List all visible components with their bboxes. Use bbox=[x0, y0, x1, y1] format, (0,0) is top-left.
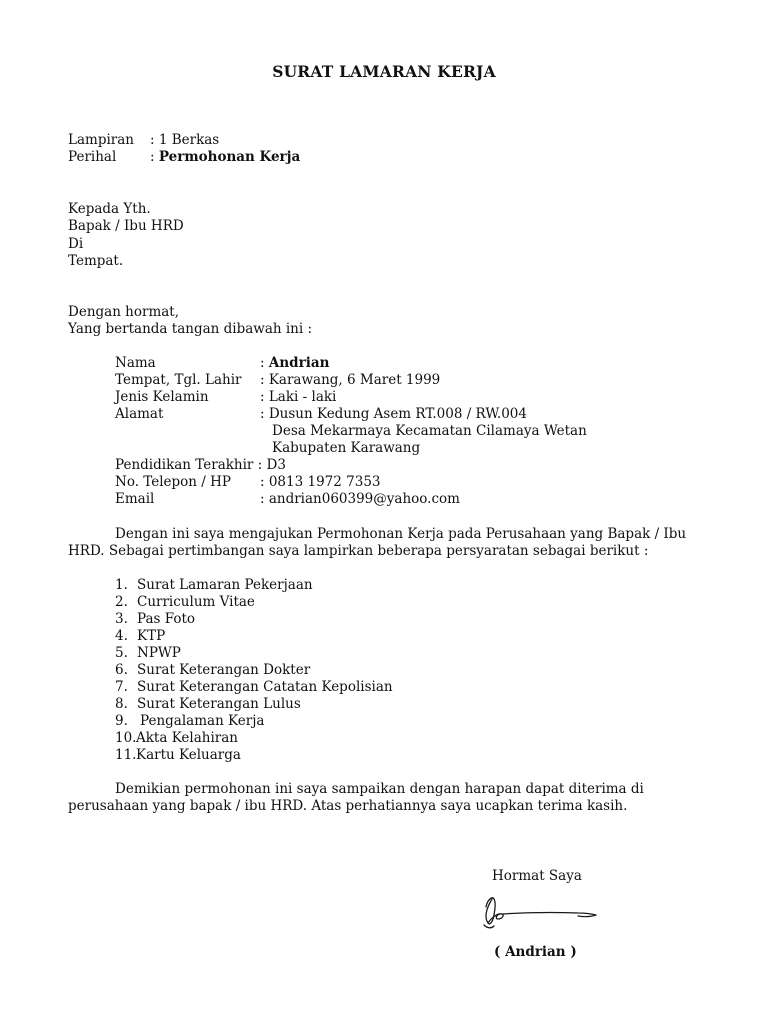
telepon-value: : 0813 1972 7353 bbox=[260, 474, 381, 490]
list-item bbox=[115, 577, 313, 594]
email-label: Email bbox=[115, 491, 155, 507]
intro-line: Yang bertanda tangan dibawah ini : bbox=[68, 321, 313, 337]
list-number: 4. bbox=[115, 628, 128, 644]
list-number: 5. bbox=[115, 645, 128, 661]
nama-label: Nama bbox=[115, 355, 156, 371]
telepon-label: No. Telepon / HP bbox=[115, 474, 231, 490]
list-item bbox=[115, 594, 255, 611]
list-text: Akta Kelahiran bbox=[136, 730, 238, 746]
list-text: Surat Keterangan Catatan Kepolisian bbox=[137, 679, 393, 695]
list-number: 1. bbox=[115, 577, 128, 593]
ttl-label: Tempat, Tgl. Lahir bbox=[115, 372, 242, 388]
list-number: 9. bbox=[115, 713, 128, 729]
closing-line-2: perusahaan yang bapak / ibu HRD. Atas perhatiannya saya ucapkan terima kasih. bbox=[68, 798, 628, 814]
list-text: Pas Foto bbox=[137, 611, 196, 627]
signatory-name: ( Andrian ) bbox=[494, 944, 577, 960]
list-number: 10. bbox=[115, 730, 137, 746]
list-number: 11. bbox=[115, 747, 137, 763]
closing-line-1: Demikian permohonan ini saya sampaikan dengan harapan dapat diterima di bbox=[115, 781, 644, 797]
list-item bbox=[115, 696, 301, 713]
list-number: 8. bbox=[115, 696, 128, 712]
nama-colon: : bbox=[260, 355, 265, 371]
list-item bbox=[115, 730, 238, 747]
nama-row bbox=[260, 355, 329, 372]
gender-label: Jenis Kelamin bbox=[115, 389, 209, 405]
list-text: NPWP bbox=[137, 645, 181, 661]
recipient-line-1: Kepada Yth. bbox=[68, 201, 151, 217]
document-title: SURAT LAMARAN KERJA bbox=[272, 62, 496, 81]
list-item bbox=[115, 628, 165, 645]
list-text: Kartu Keluarga bbox=[136, 747, 241, 763]
pendidikan-line: Pendidikan Terakhir : D3 bbox=[115, 457, 286, 473]
list-text: Pengalaman Kerja bbox=[140, 713, 265, 729]
list-item bbox=[115, 679, 393, 696]
recipient-line-4: Tempat. bbox=[68, 253, 124, 269]
alamat-line-1: : Dusun Kedung Asem RT.008 / RW.004 bbox=[260, 406, 527, 422]
gender-value: : Laki - laki bbox=[260, 389, 337, 405]
alamat-label: Alamat bbox=[115, 406, 164, 422]
list-number: 7. bbox=[115, 679, 128, 695]
handwritten-signature bbox=[478, 895, 602, 935]
list-number: 2. bbox=[115, 594, 128, 610]
list-item bbox=[115, 713, 264, 730]
lampiran-value: : 1 Berkas bbox=[150, 132, 220, 148]
lampiran-label: Lampiran bbox=[68, 132, 134, 148]
email-value: : andrian060399@yahoo.com bbox=[260, 491, 460, 507]
list-text: Surat Keterangan Dokter bbox=[137, 662, 311, 678]
list-item bbox=[115, 662, 310, 679]
list-item bbox=[115, 611, 195, 628]
body-line-2: HRD. Sebagai pertimbangan saya lampirkan beberapa persyaratan sebagai berikut : bbox=[68, 543, 649, 559]
list-item bbox=[115, 747, 241, 764]
list-item bbox=[115, 645, 181, 662]
list-number: 3. bbox=[115, 611, 128, 627]
nama-value: Andrian bbox=[268, 355, 330, 371]
recipient-line-2: Bapak / Ibu HRD bbox=[68, 218, 184, 234]
list-text: Curriculum Vitae bbox=[137, 594, 255, 610]
alamat-line-2: Desa Mekarmaya Kecamatan Cilamaya Wetan bbox=[272, 423, 587, 439]
perihal-colon: : bbox=[150, 149, 155, 165]
body-line-1: Dengan ini saya mengajukan Permohonan Kerja pada Perusahaan yang Bapak / Ibu bbox=[115, 526, 687, 542]
list-text: KTP bbox=[137, 628, 166, 644]
list-number: 6. bbox=[115, 662, 128, 678]
ttl-value: : Karawang, 6 Maret 1999 bbox=[260, 372, 441, 388]
perihal-label: Perihal bbox=[68, 149, 117, 165]
list-text: Surat Keterangan Lulus bbox=[137, 696, 301, 712]
regards-text: Hormat Saya bbox=[492, 868, 582, 884]
list-text: Surat Lamaran Pekerjaan bbox=[137, 577, 313, 593]
recipient-line-3: Di bbox=[68, 236, 84, 252]
alamat-line-3: Kabupaten Karawang bbox=[272, 440, 421, 456]
perihal-value: Permohonan Kerja bbox=[158, 149, 301, 165]
perihal-row bbox=[150, 149, 300, 166]
greeting: Dengan hormat, bbox=[68, 304, 180, 320]
